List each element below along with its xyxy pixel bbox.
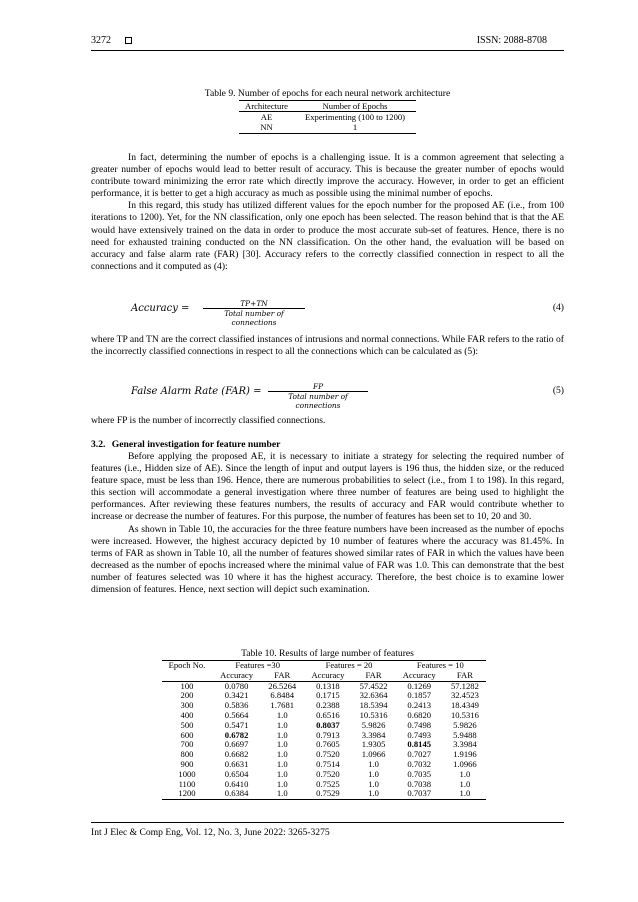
table10-cell: 1.0 bbox=[368, 768, 379, 779]
table10-cell: 26.5264 bbox=[268, 680, 297, 691]
table10-cell: 10.5316 bbox=[450, 709, 479, 720]
table10-cell: 1.0 bbox=[261, 789, 303, 799]
table10-cell: 800 bbox=[180, 749, 194, 760]
table10-cell: 1.0 bbox=[459, 778, 471, 789]
table10-subheader-row bbox=[162, 671, 486, 681]
table10-cell: 0.6410 bbox=[224, 778, 249, 789]
table10-cell: 10.5316 bbox=[359, 709, 388, 720]
table9-cell: 1 bbox=[294, 122, 416, 133]
table10-cell: 0.5471 bbox=[224, 719, 249, 730]
table9-header-cell: Number of Epochs bbox=[294, 101, 416, 112]
paragraph: where TP and TN are the correct classified instances of intrusions and normal connections. While FAR refers to the ratio of the incorrectly classified connections in respect to all the connections which can be calculated as (5): bbox=[91, 334, 564, 358]
table10-cell: 500 bbox=[180, 719, 194, 730]
equation-lhs: Accuracy = bbox=[131, 303, 190, 314]
table10-cell: 0.6697 bbox=[224, 739, 249, 750]
table10-cell: 0.5836 bbox=[224, 700, 249, 711]
table10-cell: 0.1857 bbox=[407, 690, 432, 701]
table10-cell: 1200 bbox=[162, 789, 212, 799]
table9-caption: Table 9. Number of epochs for each neural network architecture bbox=[204, 88, 451, 99]
table10-cell: 3.3984 bbox=[453, 739, 477, 750]
equation-number: (4) bbox=[552, 302, 564, 313]
footer-rule bbox=[91, 822, 564, 823]
table10-cell: 1.0 bbox=[276, 758, 288, 769]
table10-cell: 1.0 bbox=[276, 749, 288, 760]
table10-cell: 5.9826 bbox=[361, 719, 386, 730]
table10-cell: 0.2388 bbox=[316, 700, 340, 711]
table10-cell: 0.6820 bbox=[407, 709, 432, 720]
paragraph: In fact, determining the number of epochs is a challenging issue. It is a common agreement that selecting a greater number of epochs would lead to better result of accuracy. This is because the greater number of epochs would contribute toward minimizing the error rate which directly improve the accuracy. However, in order to get an efficient performance, it is better to get a high accuracy as much as possible using the minimal number of epochs. bbox=[91, 152, 564, 200]
equation-denominator: Total number of connections bbox=[224, 309, 284, 327]
table10-cell: 5.9488 bbox=[453, 729, 477, 740]
table10-cell: 0.7520 bbox=[316, 749, 340, 760]
table10-subheader: FAR bbox=[444, 671, 486, 681]
table10-cell: 0.2413 bbox=[407, 700, 432, 711]
table10-cell: 1.7681 bbox=[270, 700, 295, 711]
table10-cell: 57.1282 bbox=[450, 680, 479, 691]
table10-cell: 0.0780 bbox=[224, 680, 249, 691]
section-heading bbox=[91, 439, 280, 450]
table9-header-row bbox=[239, 101, 416, 112]
table10-cell: 0.7514 bbox=[316, 758, 340, 769]
table10-cell: 700 bbox=[180, 739, 194, 750]
equation-denominator: Total number of connections bbox=[288, 392, 348, 410]
equation-fraction bbox=[268, 382, 368, 410]
table10-subheader: FAR bbox=[261, 671, 303, 681]
table10-cell: 0.8145 bbox=[407, 739, 432, 750]
table10 bbox=[162, 660, 486, 800]
square-bullet-icon bbox=[125, 37, 132, 44]
table10-caption: Table 10. Results of large number of features bbox=[241, 648, 414, 659]
table10-cell: 0.7032 bbox=[407, 758, 432, 769]
table10-cell: 0.1269 bbox=[407, 680, 432, 691]
table10-cell: 32.4523 bbox=[450, 690, 479, 701]
table10-cell: 1.0 bbox=[276, 719, 288, 730]
equation-numerator: TP+TN bbox=[240, 299, 268, 308]
table10-cell: 400 bbox=[180, 709, 194, 720]
table-row bbox=[162, 789, 486, 799]
table10-cell: 5.9826 bbox=[453, 719, 477, 730]
table10-cell: 57.4522 bbox=[359, 680, 388, 691]
table10-subheader: FAR bbox=[353, 671, 395, 681]
table10-cell: 1.0966 bbox=[361, 749, 386, 760]
table9-header-cell: Architecture bbox=[239, 101, 294, 112]
body-text-block-1 bbox=[91, 152, 564, 273]
table10-cell: 0.6631 bbox=[224, 758, 249, 769]
equation-5 bbox=[91, 382, 564, 410]
table10-cell: 0.7493 bbox=[407, 729, 432, 740]
body-text-block-2 bbox=[91, 334, 564, 358]
table10-cell: 900 bbox=[180, 758, 194, 769]
table10-cell: 1000 bbox=[178, 768, 196, 779]
table10-cell: 1.0 bbox=[459, 768, 471, 779]
equation-4 bbox=[91, 299, 564, 327]
table10-epoch-header: Epoch No. bbox=[162, 661, 212, 671]
table10-cell: 0.7027 bbox=[407, 749, 432, 760]
table10-cell: 1.0 bbox=[276, 768, 288, 779]
table10-cell: 1.0966 bbox=[453, 758, 477, 769]
table10-cell: 0.6516 bbox=[316, 709, 340, 720]
table9 bbox=[239, 100, 416, 134]
page-header-left bbox=[91, 35, 132, 46]
equation-number: (5) bbox=[552, 385, 564, 396]
table10-cell: 0.7038 bbox=[407, 778, 432, 789]
table10-cell: 18.4349 bbox=[450, 700, 479, 711]
table10-cell: 0.6682 bbox=[224, 749, 249, 760]
table10-cell: 100 bbox=[180, 680, 194, 691]
table10-cell: 0.7605 bbox=[316, 739, 340, 750]
table10-cell: 1.9305 bbox=[361, 739, 386, 750]
table10-cell: 1.0 bbox=[444, 789, 486, 799]
issn-label: ISSN: 2088-8708 bbox=[476, 35, 547, 46]
page-number: 3272 bbox=[91, 35, 111, 46]
table10-cell: 32.6364 bbox=[359, 690, 388, 701]
table10-cell: 1.0 bbox=[368, 758, 379, 769]
table10-cell: 0.7529 bbox=[303, 789, 352, 799]
equation-lhs: False Alarm Rate (FAR) = bbox=[131, 386, 262, 397]
table10-cell: 1.0 bbox=[353, 789, 395, 799]
table10-cell: 0.7035 bbox=[407, 768, 432, 779]
table10-cell: 0.5664 bbox=[224, 709, 249, 720]
paragraph: Before applying the proposed AE, it is necessary to initiate a strategy for selecting the required number of features (i.e., Hidden size of AE). Since the length of input and output layers is 196 thus, the hidden size, or the reduced feature space, must be less than 196. Hence, there are numerous probabilities to select (i.e., from 1 to 198). In this regard, this section will accommodate a general investigation where three number of features are being used to highlight the performances. After reviewing these features numbers, the results of accuracy and FAR would contribute whether to increase or decrease the number of features. For this purpose, the number of features has been set to 10, 20 and 30. bbox=[91, 451, 564, 523]
table10-cell: 0.8037 bbox=[316, 719, 340, 730]
table10-body bbox=[162, 681, 486, 800]
table10-cell: 0.7037 bbox=[395, 789, 444, 799]
table10-cell: 1.0 bbox=[276, 729, 288, 740]
body-text-block-4 bbox=[91, 451, 564, 596]
table9-cell: AE bbox=[260, 112, 273, 123]
body-text-block-3 bbox=[91, 415, 564, 427]
paragraph: As shown in Table 10, the accuracies for the three feature numbers have been increased as the number of epochs were increased. However, the highest accuracy depicted by 10 number of features where the accuracy was 81.45%. In terms of FAR as shown in Table 10, all the number of features showed similar rates of FAR in which the values have been decreased as the number of epochs increased where the minimal value of FAR was 1.0. This can demonstrate that the best number of features selected was 10 where it has the highest accuracy. Therefore, the best choice is to examine lower dimension of features. Hence, next section will depict such examination. bbox=[91, 523, 564, 596]
table10-cell: 0.7498 bbox=[407, 719, 432, 730]
table10-cell: 1.0 bbox=[276, 709, 288, 720]
table9-cell: NN bbox=[239, 122, 294, 133]
table10-cell: 6.8484 bbox=[270, 690, 295, 701]
footer-citation: Int J Elec & Comp Eng, Vol. 12, No. 3, June 2022: 3265-3275 bbox=[91, 827, 330, 838]
table9-cell: Experimenting (100 to 1200) bbox=[305, 112, 406, 123]
section-title: General investigation for feature number bbox=[111, 439, 281, 450]
table10-cell: 1.0 bbox=[276, 739, 288, 750]
header-rule bbox=[91, 50, 564, 51]
table10-cell: 18.5394 bbox=[359, 700, 388, 711]
table10-cell: 0.1318 bbox=[316, 680, 340, 691]
table10-cell: 1100 bbox=[178, 778, 196, 789]
paragraph: where FP is the number of incorrectly classified connections. bbox=[91, 415, 326, 426]
table10-group-header: Features = 20 bbox=[303, 661, 394, 671]
table10-cell: 0.6504 bbox=[224, 768, 249, 779]
table10-group-header: Features = 10 bbox=[395, 661, 486, 671]
table-row bbox=[239, 112, 416, 123]
equation-numerator: FP bbox=[312, 382, 324, 391]
table10-cell: 0.7525 bbox=[316, 778, 340, 789]
equation-fraction bbox=[203, 299, 305, 327]
table10-cell: 0.7913 bbox=[316, 729, 340, 740]
table10-cell: 0.3421 bbox=[224, 690, 249, 701]
table10-cell: 3.3984 bbox=[361, 729, 386, 740]
table10-cell: 200 bbox=[180, 690, 194, 701]
table10-cell: 0.1715 bbox=[316, 690, 340, 701]
table10-cell: 1.9196 bbox=[453, 749, 477, 760]
table10-cell: 1.0 bbox=[368, 778, 379, 789]
table10-cell: 600 bbox=[180, 729, 194, 740]
table10-cell: 1.0 bbox=[276, 778, 288, 789]
table10-group-header: Features =30 bbox=[212, 661, 303, 671]
section-number: 3.2. bbox=[91, 439, 106, 450]
paragraph: In this regard, this study has utilized different values for the epoch number for the proposed AE (i.e., from 100 iterations to 1200). Yet, for the NN classification, only one epoch has been selected. The reason behind that is that the AE would have extensively trained on the data in order to produce the most accurate sub-set of features. Hence, there is no need for exhausted training conducted on the NN classification. On the other hand, the evaluation will be based on accuracy and false alarm rate (FAR) [30]. Accuracy refers to the correctly classified connection in respect to all the connections and it computed as (4): bbox=[91, 200, 564, 272]
table10-subheader: Accuracy bbox=[212, 671, 261, 681]
table10-cell: 0.6782 bbox=[224, 729, 249, 740]
table10-cell: 300 bbox=[180, 700, 194, 711]
table10-subheader: Accuracy bbox=[303, 671, 352, 681]
table-row bbox=[239, 122, 416, 133]
table10-cell: 0.7520 bbox=[316, 768, 340, 779]
table10-subheader: Accuracy bbox=[395, 671, 444, 681]
table10-cell: 0.6384 bbox=[212, 789, 261, 799]
